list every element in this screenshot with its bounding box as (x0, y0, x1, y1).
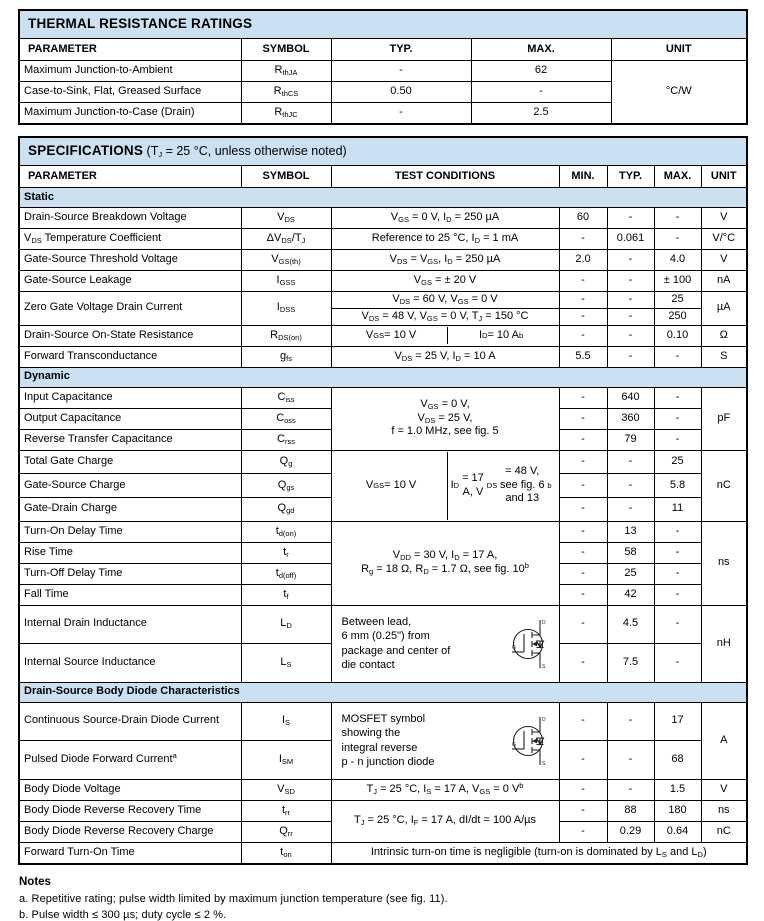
value-cell: - (607, 208, 654, 229)
value-cell: 13 (607, 521, 654, 542)
table-row (19, 271, 747, 292)
parameter-cell: Case-to-Sink, Flat, Greased Surface (19, 82, 241, 103)
value-cell: - (654, 521, 701, 542)
value-cell: - (654, 563, 701, 584)
condition-left: V GS = 10 V (365, 328, 417, 341)
parameter-cell: Gate-Source Threshold Voltage (19, 250, 241, 271)
value-cell: 17 (654, 702, 701, 741)
value-cell: 25 (654, 292, 701, 309)
table-row (19, 250, 747, 271)
value-cell: - (559, 800, 607, 821)
value-cell: - (559, 821, 607, 842)
gate-label: G (511, 741, 516, 748)
section-header: Static (19, 188, 747, 208)
unit-cell: A (701, 702, 747, 779)
parameter-cell: Forward Turn-On Time (19, 842, 241, 864)
value-cell: - (607, 346, 654, 367)
value-cell: - (559, 702, 607, 741)
thermal-ratings-table (18, 9, 748, 125)
symbol-cell: $R_{thJC}$ (241, 103, 331, 125)
value-cell: - (559, 542, 607, 563)
value-cell: - (331, 103, 471, 125)
value-cell: - (654, 229, 701, 250)
value-cell: - (331, 61, 471, 82)
unit-cell: nH (701, 605, 747, 682)
parameter-cell: Fall Time (19, 584, 241, 605)
value-cell: - (559, 408, 607, 429)
spec-table-title-conditions: ($T_J = 25$ °C, unless otherwise noted) (143, 144, 347, 160)
table-row (19, 702, 747, 741)
parameter-cell: Turn-On Delay Time (19, 521, 241, 542)
parameter-cell: $V_{DS}$ Temperature Coefficient (19, 229, 241, 250)
symbol-cell: $\Delta V_{DS}/T_J$ (241, 229, 331, 250)
symbol-cell: $t_{d(off)}$ (241, 563, 331, 584)
table-row (19, 682, 747, 702)
condition-cell: $V_{DS} = 25$ V, $I_D = 10$ A (331, 346, 559, 367)
value-cell: - (559, 229, 607, 250)
value-cell: 4.5 (607, 605, 654, 644)
value-cell: 180 (654, 800, 701, 821)
table-row (19, 346, 747, 367)
symbol-cell: $Q_{gd}$ (241, 497, 331, 521)
value-cell: 0.10 (654, 325, 701, 346)
value-cell: - (654, 208, 701, 229)
value-cell: 250 (654, 308, 701, 325)
column-header: TYP. (607, 166, 654, 188)
value-cell: - (607, 450, 654, 474)
value-cell: - (559, 521, 607, 542)
value-cell: 0.50 (331, 82, 471, 103)
symbol-cell: $t_{d(on)}$ (241, 521, 331, 542)
spec-table-title-text: SPECIFICATIONS (28, 143, 144, 159)
column-header-row (19, 39, 747, 61)
condition-note-cell: Intrinsic turn-on time is negligible (turn-on is dominated by $L_S$ and $L_D$) (331, 842, 747, 864)
drain-label: D (541, 716, 546, 723)
table-row (19, 387, 747, 408)
unit-cell: °C/W (611, 61, 747, 125)
notes-list (19, 893, 746, 921)
unit-cell: ns (701, 521, 747, 605)
column-header: UNIT (611, 39, 747, 61)
value-cell: - (471, 82, 611, 103)
symbol-cell: $R_{thJA}$ (241, 61, 331, 82)
symbol-cell: $Q_{gs}$ (241, 474, 331, 498)
drain-label: D (541, 619, 546, 626)
value-cell: 42 (607, 584, 654, 605)
parameter-cell: Internal Drain Inductance (19, 605, 241, 644)
symbol-cell: $V_{SD}$ (241, 779, 331, 800)
value-cell: 640 (607, 387, 654, 408)
column-header: UNIT (701, 166, 747, 188)
value-cell: 4.0 (654, 250, 701, 271)
symbol-cell: $Q_{rr}$ (241, 821, 331, 842)
parameter-cell: Gate-Drain Charge (19, 497, 241, 521)
value-cell: - (654, 408, 701, 429)
parameter-cell: Drain-Source On-State Resistance (19, 325, 241, 346)
table-row (19, 208, 747, 229)
condition-text: Between lead, 6 mm (0.25") from package and center of die contact (341, 615, 451, 671)
column-header: TEST CONDITIONS (331, 166, 559, 188)
value-cell: 0.64 (654, 821, 701, 842)
value-cell: 2.0 (559, 250, 607, 271)
parameter-cell: Maximum Junction-to-Case (Drain) (19, 103, 241, 125)
parameter-cell: Body Diode Reverse Recovery Charge (19, 821, 241, 842)
parameter-cell: Body Diode Reverse Recovery Time (19, 800, 241, 821)
table-row (19, 61, 747, 82)
unit-cell: V (701, 250, 747, 271)
value-cell: - (607, 497, 654, 521)
value-cell: - (607, 474, 654, 498)
condition-right: I D = 17 A, V DS = 48 V, see fig. 6 and 13 b (447, 452, 555, 520)
value-cell: 5.8 (654, 474, 701, 498)
symbol-cell: $t_{rr}$ (241, 800, 331, 821)
value-cell: 58 (607, 542, 654, 563)
column-header: PARAMETER (19, 39, 241, 61)
value-cell: 25 (654, 450, 701, 474)
unit-cell: Ω (701, 325, 747, 346)
condition-cell (331, 605, 559, 682)
value-cell: 1.5 (654, 779, 701, 800)
symbol-cell: $L_D$ (241, 605, 331, 644)
parameter-cell: Total Gate Charge (19, 450, 241, 474)
unit-cell: µA (701, 292, 747, 326)
spec-table-title (19, 137, 747, 166)
symbol-cell: $R_{thCS}$ (241, 82, 331, 103)
condition-cell: $T_J = 25$ °C, $I_S = 17$ A, $V_{GS} = 0$ $V^b$ (331, 779, 559, 800)
symbol-cell: $t_{on}$ (241, 842, 331, 864)
table-row (19, 229, 747, 250)
value-cell: 88 (607, 800, 654, 821)
symbol-cell: $L_S$ (241, 644, 331, 683)
condition-right: I D = 10 A b (447, 327, 555, 345)
value-cell: - (654, 429, 701, 450)
value-cell: - (559, 308, 607, 325)
value-cell: - (607, 292, 654, 309)
unit-cell: V (701, 779, 747, 800)
value-cell: 79 (607, 429, 654, 450)
value-cell: 11 (654, 497, 701, 521)
value-cell: - (607, 741, 654, 780)
parameter-cell: Maximum Junction-to-Ambient (19, 61, 241, 82)
value-cell: - (559, 429, 607, 450)
value-cell: - (654, 584, 701, 605)
value-cell: 60 (559, 208, 607, 229)
parameter-cell: Zero Gate Voltage Drain Current (19, 292, 241, 326)
value-cell: - (559, 563, 607, 584)
table-row (19, 800, 747, 821)
value-cell: - (607, 308, 654, 325)
condition-cell: $V_{GS}$ = ± 20 V (331, 271, 559, 292)
unit-cell: nC (701, 821, 747, 842)
parameter-cell: Body Diode Voltage (19, 779, 241, 800)
symbol-cell: $C_{iss}$ (241, 387, 331, 408)
condition-cell: $V_{DS} = 48$ V, $V_{GS} = 0$ V, $T_J = 150$ °C (331, 308, 559, 325)
value-cell: - (607, 250, 654, 271)
condition-cell: $T_J = 25$ °C, $I_F = 17$ A, dI/dt = 100 A/µs (331, 800, 559, 842)
gate-label: G (511, 644, 516, 651)
section-header: Drain-Source Body Diode Characteristics (19, 682, 747, 702)
symbol-cell: $C_{oss}$ (241, 408, 331, 429)
value-cell: 7.5 (607, 644, 654, 683)
value-cell: - (559, 292, 607, 309)
unit-cell: V/°C (701, 229, 747, 250)
parameter-cell: Gate-Source Charge (19, 474, 241, 498)
value-cell: 62 (471, 61, 611, 82)
value-cell: - (559, 497, 607, 521)
value-cell: 25 (607, 563, 654, 584)
source-label: S (541, 760, 545, 767)
value-cell: 68 (654, 741, 701, 780)
value-cell: - (654, 605, 701, 644)
parameter-cell: Internal Source Inductance (19, 644, 241, 683)
table-row (19, 521, 747, 542)
value-cell: - (559, 387, 607, 408)
condition-cell: $V_{GS} = 0$ V, $V_{DS} = 25$ V, f = 1.0 MHz, see fig. 5 (331, 387, 559, 450)
parameter-cell: Output Capacitance (19, 408, 241, 429)
table-row (19, 188, 747, 208)
value-cell: 5.5 (559, 346, 607, 367)
parameter-cell: Rise Time (19, 542, 241, 563)
column-header: SYMBOL (241, 166, 331, 188)
condition-cell (331, 325, 559, 346)
condition-cell: $V_{DS} = V_{GS}$, $I_D = 250$ µA (331, 250, 559, 271)
value-cell: - (559, 584, 607, 605)
parameter-cell: Gate-Source Leakage (19, 271, 241, 292)
value-cell: - (654, 387, 701, 408)
value-cell: - (559, 450, 607, 474)
condition-cell: $V_{DS} = 60$ V, $V_{GS} = 0$ V (331, 292, 559, 309)
symbol-cell: $V_{DS}$ (241, 208, 331, 229)
spec-tbody (19, 137, 747, 864)
condition-cell: $V_{DD} = 30$ V, $I_D = 17$ A, $R_g = 18$ Ω, $R_D = 1.7$ Ω, see fig. 10$^b$ (331, 521, 559, 605)
unit-cell: V (701, 208, 747, 229)
parameter-cell: Input Capacitance (19, 387, 241, 408)
parameter-cell: Forward Transconductance (19, 346, 241, 367)
note-item: b. Pulse width ≤ 300 µs; duty cycle ≤ 2 %. (19, 908, 227, 921)
thermal-table-title (19, 10, 747, 39)
symbol-cell: $g_{fs}$ (241, 346, 331, 367)
value-cell: - (654, 346, 701, 367)
symbol-cell: $I_{DSS}$ (241, 292, 331, 326)
thermal-table-title-text: THERMAL RESISTANCE RATINGS (28, 16, 253, 32)
table-row (19, 842, 747, 864)
value-cell: 360 (607, 408, 654, 429)
specifications-table (18, 136, 748, 865)
condition-left: V GS = 10 V (365, 478, 417, 491)
value-cell: 0.061 (607, 229, 654, 250)
note-item: a. Repetitive rating; pulse width limited by maximum junction temperature (see fig. 11). (19, 892, 448, 905)
unit-cell: ns (701, 800, 747, 821)
value-cell: - (607, 325, 654, 346)
column-header-row (19, 166, 747, 188)
column-header: PARAMETER (19, 166, 241, 188)
column-header: MIN. (559, 166, 607, 188)
column-header: MAX. (471, 39, 611, 61)
mosfet-symbol-icon (509, 617, 551, 671)
table-title-row (19, 137, 747, 166)
value-cell: 0.29 (607, 821, 654, 842)
column-header: MAX. (654, 166, 701, 188)
symbol-cell: $Q_g$ (241, 450, 331, 474)
table-row (19, 367, 747, 387)
notes-title: Notes (19, 875, 51, 888)
table-row (19, 605, 747, 644)
value-cell: - (559, 741, 607, 780)
notes-section (18, 876, 746, 921)
parameter-cell: Turn-Off Delay Time (19, 563, 241, 584)
unit-cell: pF (701, 387, 747, 450)
unit-cell: nA (701, 271, 747, 292)
table-row (19, 292, 747, 309)
symbol-cell: $t_r$ (241, 542, 331, 563)
parameter-cell: Continuous Source-Drain Diode Current (19, 702, 241, 741)
table-row (19, 779, 747, 800)
value-cell: - (654, 542, 701, 563)
value-cell: - (559, 271, 607, 292)
symbol-cell: $V_{GS(th)}$ (241, 250, 331, 271)
section-header: Dynamic (19, 367, 747, 387)
symbol-cell: $C_{rss}$ (241, 429, 331, 450)
unit-cell: nC (701, 450, 747, 521)
symbol-cell: $I_{GSS}$ (241, 271, 331, 292)
value-cell: - (559, 779, 607, 800)
column-header: SYMBOL (241, 39, 331, 61)
condition-cell: $V_{GS} = 0$ V, $I_D = 250$ µA (331, 208, 559, 229)
parameter-cell: Reverse Transfer Capacitance (19, 429, 241, 450)
column-header: TYP. (331, 39, 471, 61)
value-cell: 2.5 (471, 103, 611, 125)
value-cell: ± 100 (654, 271, 701, 292)
table-row (19, 325, 747, 346)
value-cell: - (559, 644, 607, 683)
condition-cell (331, 702, 559, 779)
value-cell: - (607, 271, 654, 292)
value-cell: - (607, 779, 654, 800)
symbol-cell: $I_{SM}$ (241, 741, 331, 780)
parameter-cell: Pulsed Diode Forward Current$^a$ (19, 741, 241, 780)
symbol-cell: $R_{DS(on)}$ (241, 325, 331, 346)
mosfet-symbol-icon (509, 714, 551, 768)
symbol-cell: $I_S$ (241, 702, 331, 741)
value-cell: - (559, 325, 607, 346)
table-title-row (19, 10, 747, 39)
condition-cell (331, 450, 559, 521)
thermal-tbody (19, 10, 747, 124)
condition-text: MOSFET symbol showing the integral reverse p - n junction diode (341, 712, 435, 768)
value-cell: - (607, 702, 654, 741)
source-label: S (541, 663, 545, 670)
value-cell: - (559, 474, 607, 498)
value-cell: - (559, 605, 607, 644)
condition-cell: Reference to 25 °C, $I_D = 1$ mA (331, 229, 559, 250)
value-cell: - (654, 644, 701, 683)
symbol-cell: $t_f$ (241, 584, 331, 605)
unit-cell: S (701, 346, 747, 367)
parameter-cell: Drain-Source Breakdown Voltage (19, 208, 241, 229)
table-row (19, 450, 747, 474)
